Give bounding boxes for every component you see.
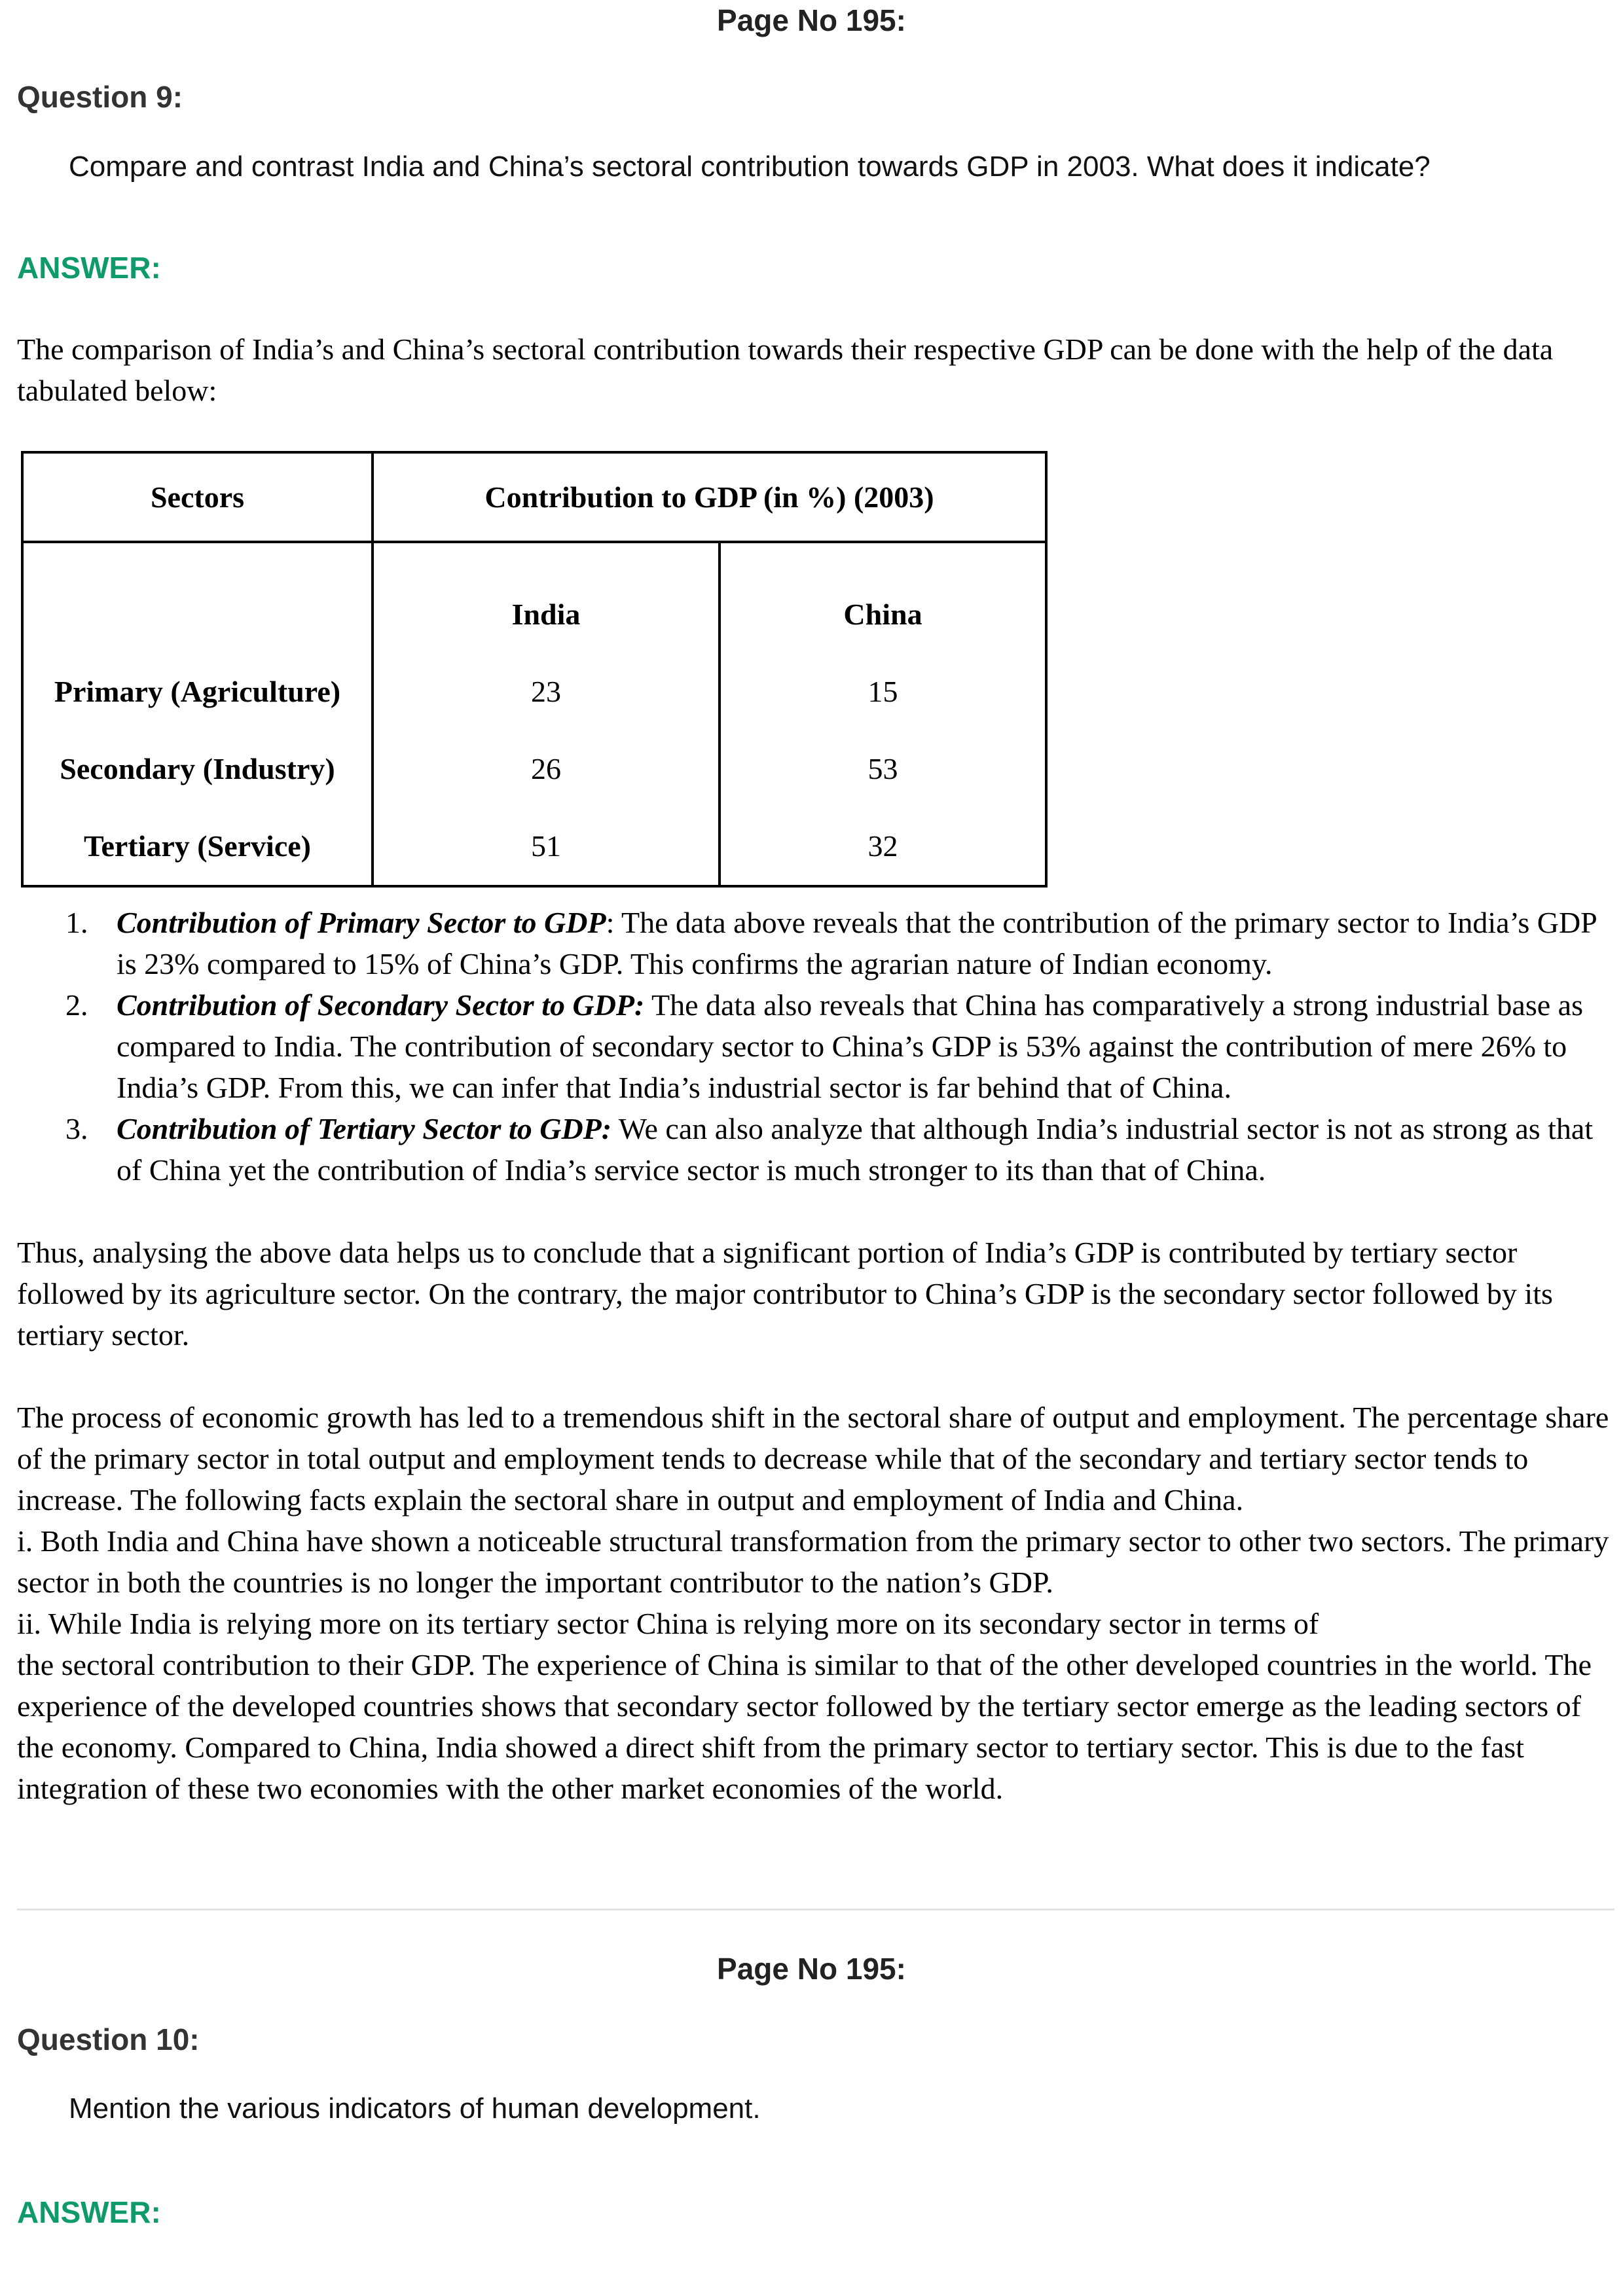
section-divider	[17, 1909, 1614, 1910]
col-header-india: India	[511, 598, 581, 631]
conclusion-paragraph: Thus, analysing the above data helps us to conclude that a significant portion of India’s GDP is contributed by tertiary sector followed by its agriculture sector. On the contrary, the major contributor to China’s GDP is the secondary sector followed by its tertiary sector.	[17, 1236, 1553, 1352]
question-heading: Question 10:	[17, 2022, 200, 2056]
china-tertiary-value: 32	[867, 829, 898, 863]
list-item-text: The data above reveals that the contribution of the primary sector to India’s GDP is 23% compared to 15% of China’s GDP. This confirms the agrarian nature of Indian economy.	[117, 906, 1597, 980]
growth-paragraph: The process of economic growth has led to a tremendous shift in the sectoral share of output and employment. The percentage share of the primary sector in total output and employment tends to decrease while that of the secondary and tertiary sector tends to increase. The following facts explain the sectoral share in output and employment of India and China.	[17, 1401, 1609, 1516]
sector-secondary: Secondary (Industry)	[60, 752, 335, 785]
fact-i-paragraph: i. Both India and China have shown a noticeable structural transformation from the primary sector to other two sectors. The primary sector in both the countries is no longer the important contributor to the nation’s GDP.	[17, 1524, 1609, 1599]
list-item	[17, 1108, 1614, 1191]
question-text: Mention the various indicators of human development.	[69, 2092, 761, 2125]
fact-ii-first-line: ii. While India is relying more on its tertiary sector China is relying more on its secondary sector in terms of	[17, 1607, 1319, 1640]
list-item-text: The data also reveals that China has comparatively a strong industrial base as compared to India. The contribution of secondary sector to China’s GDP is 53% against the contribution of mere 26% to India’s GDP. From this, we can infer that India’s industrial sector is far behind that of China.	[117, 988, 1583, 1104]
answer-intro-paragraph: The comparison of India’s and China’s sectoral contribution towards their respective GDP can be done with the help of the data tabulated below:	[17, 332, 1554, 407]
list-number: 1.	[65, 906, 88, 939]
answer-label: ANSWER:	[17, 251, 161, 285]
page-number-header: Page No 195:	[717, 3, 906, 37]
list-item-sep	[611, 1112, 619, 1145]
india-tertiary-value: 51	[531, 829, 561, 863]
table-header-sectors: Sectors	[22, 452, 373, 542]
col-header-china: China	[843, 598, 922, 631]
list-item-lead: Contribution of Secondary Sector to GDP:	[117, 988, 645, 1022]
table-body-row	[22, 542, 1046, 886]
list-item-lead: Contribution of Tertiary Sector to GDP:	[117, 1112, 612, 1145]
sectoral-gdp-table	[21, 451, 1048, 888]
table-header-contribution: Contribution to GDP (in %) (2003)	[373, 452, 1046, 542]
table-china-column	[720, 542, 1046, 886]
list-item-sep: :	[606, 906, 622, 939]
china-primary-value: 15	[867, 675, 898, 708]
growth-explanation-block	[17, 1397, 1614, 1809]
table-india-column	[373, 542, 720, 886]
list-item-text: We can also analyze that although India’s industrial sector is not as strong as that of China yet the contribution of India’s service sector is much stronger to its than that of China.	[117, 1112, 1594, 1187]
table-header-row	[22, 452, 1046, 542]
list-number: 2.	[65, 988, 88, 1022]
list-item-lead: Contribution of Primary Sector to GDP	[117, 906, 606, 939]
list-item	[17, 984, 1614, 1108]
india-primary-value: 23	[531, 675, 561, 708]
answer-label: ANSWER:	[17, 2195, 161, 2229]
list-item	[17, 902, 1614, 984]
india-secondary-value: 26	[531, 752, 561, 785]
china-secondary-value: 53	[867, 752, 898, 785]
fact-ii-paragraph: the sectoral contribution to their GDP. The experience of China is similar to that of the other developed countries in the world. The experience of the developed countries shows that secondary sector followed by the tertiary sector emerge as the leading sectors of the economy. Compared to China, India showed a direct shift from the primary sector to tertiary sector. This is due to the fast integration of these two economies with the other market economies of the world.	[17, 1648, 1592, 1805]
list-number: 3.	[65, 1112, 88, 1145]
sector-analysis-list	[17, 902, 1614, 1191]
question-text: Compare and contrast India and China’s sectoral contribution towards GDP in 2003. What does it indicate?	[69, 151, 1431, 183]
question-heading: Question 9:	[17, 80, 183, 114]
sector-primary: Primary (Agriculture)	[54, 675, 341, 708]
list-item-sep	[644, 988, 651, 1022]
page-number-header: Page No 195:	[717, 1952, 906, 1986]
table-sector-column	[22, 542, 373, 886]
sector-tertiary: Tertiary (Service)	[84, 829, 311, 863]
